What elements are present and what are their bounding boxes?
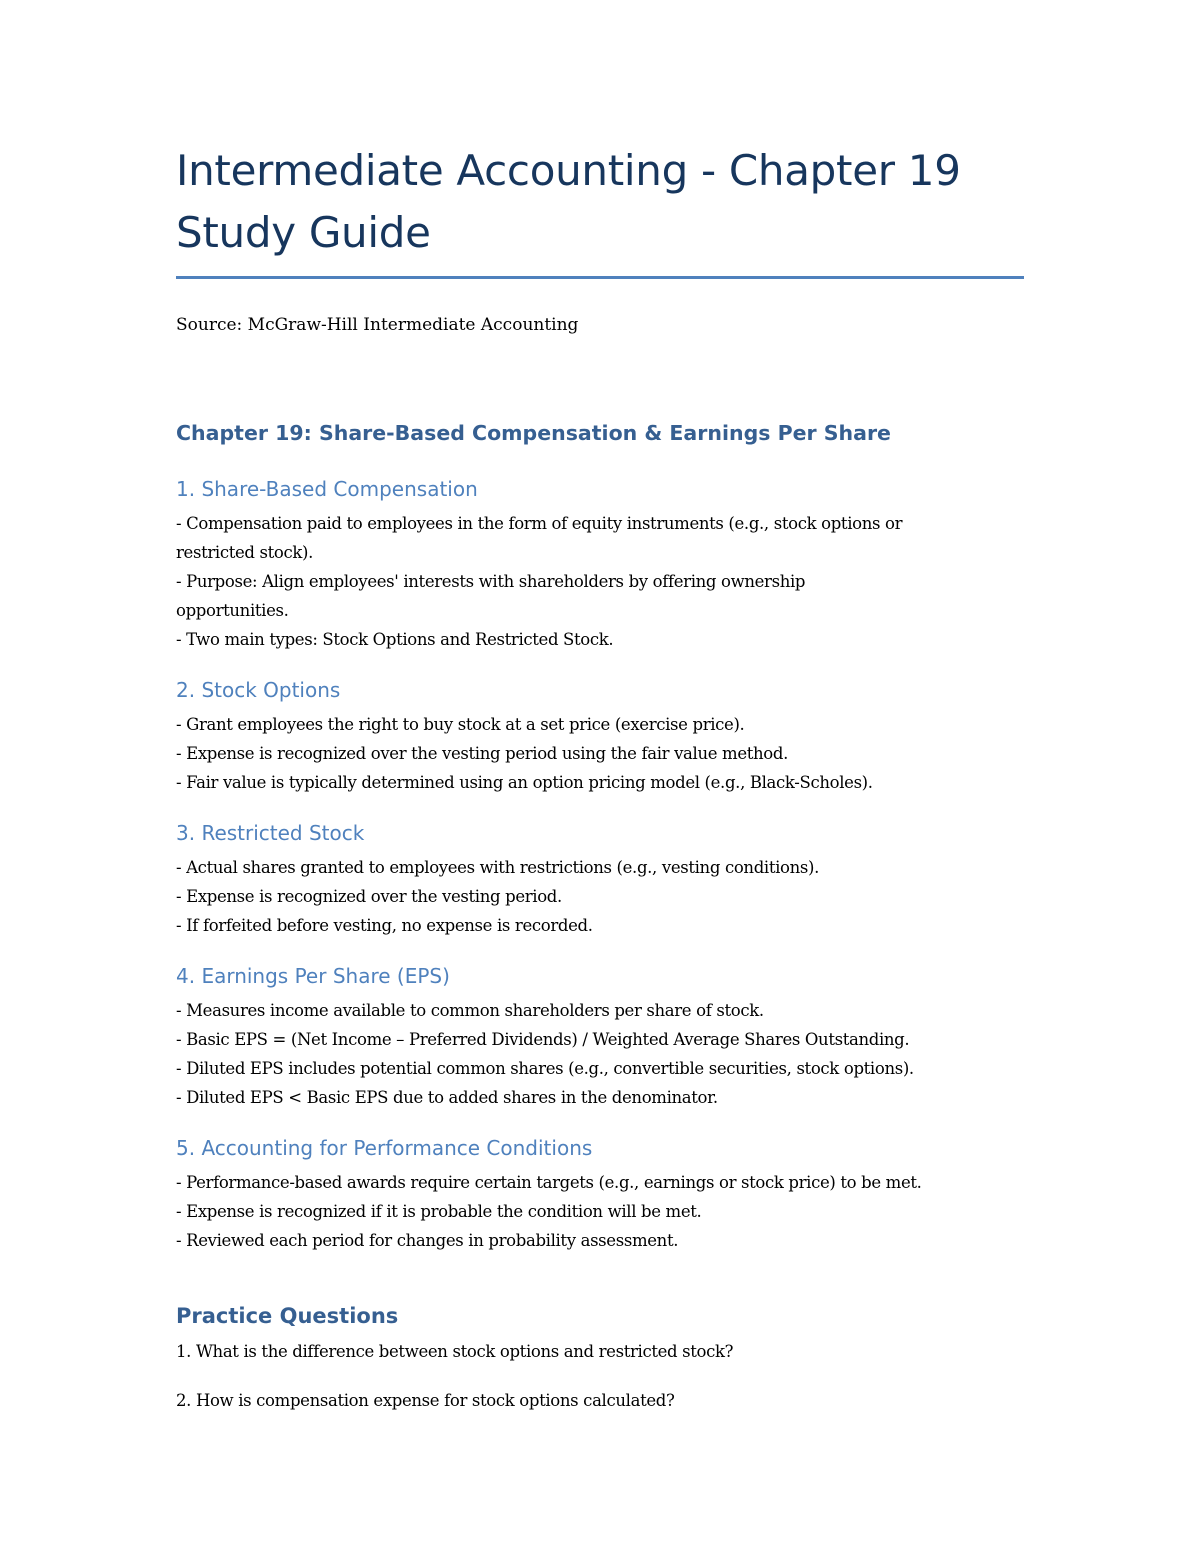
- sections-container: [176, 475, 1024, 1255]
- list-item: - Measures income available to common shareholders per share of stock.: [176, 1001, 764, 1020]
- source-line: Source: McGraw-Hill Intermediate Accounting: [176, 315, 579, 335]
- document-title-line-2: Study Guide: [176, 208, 431, 257]
- list-item: - Diluted EPS includes potential common shares (e.g., convertible securities, stock options).: [176, 1059, 914, 1078]
- list-item: - Reviewed each period for changes in probability assessment.: [176, 1231, 679, 1250]
- list-item: - Grant employees the right to buy stock at a set price (exercise price).: [176, 715, 745, 734]
- section-3-list: [176, 853, 1024, 940]
- section-heading-5: 5. Accounting for Performance Conditions: [176, 1136, 593, 1160]
- practice-question-1: 1. What is the difference between stock options and restricted stock?: [176, 1342, 734, 1361]
- list-item: - Expense is recognized over the vesting period using the fair value method.: [176, 744, 789, 763]
- section-heading-2: 2. Stock Options: [176, 678, 341, 702]
- chapter-heading: Chapter 19: Share-Based Compensation & Earnings Per Share: [176, 421, 891, 445]
- section-4-list: [176, 996, 1024, 1112]
- practice-question-2: 2. How is compensation expense for stock options calculated?: [176, 1391, 675, 1410]
- section-heading-3: 3. Restricted Stock: [176, 821, 365, 845]
- section-heading-4: 4. Earnings Per Share (EPS): [176, 964, 450, 988]
- list-item: - Performance-based awards require certain targets (e.g., earnings or stock price) to be met.: [176, 1173, 922, 1192]
- list-item: restricted stock).: [176, 543, 314, 562]
- list-item: opportunities.: [176, 601, 289, 620]
- document-page: [176, 140, 1024, 1415]
- list-item: - Purpose: Align employees' interests with shareholders by offering ownership: [176, 572, 806, 591]
- list-item: - Compensation paid to employees in the form of equity instruments (e.g., stock options or: [176, 514, 903, 533]
- list-item: - If forfeited before vesting, no expense is recorded.: [176, 916, 593, 935]
- section-heading-1: 1. Share-Based Compensation: [176, 477, 478, 501]
- list-item: - Diluted EPS < Basic EPS due to added shares in the denominator.: [176, 1088, 718, 1107]
- document-title: [176, 140, 1024, 264]
- list-item: - Expense is recognized if it is probable the condition will be met.: [176, 1202, 702, 1221]
- list-item: - Expense is recognized over the vesting period.: [176, 887, 562, 906]
- title-underline-rule: [176, 276, 1024, 279]
- section-1-list: [176, 509, 1024, 654]
- list-item: - Two main types: Stock Options and Restricted Stock.: [176, 630, 614, 649]
- list-item: - Actual shares granted to employees with restrictions (e.g., vesting conditions).: [176, 858, 819, 877]
- practice-questions-heading: Practice Questions: [176, 1304, 399, 1328]
- list-item: - Basic EPS = (Net Income – Preferred Dividends) / Weighted Average Shares Outstanding.: [176, 1030, 910, 1049]
- list-item: - Fair value is typically determined using an option pricing model (e.g., Black-Scholes).: [176, 773, 873, 792]
- document-title-line-1: Intermediate Accounting - Chapter 19: [176, 146, 961, 195]
- section-2-list: [176, 710, 1024, 797]
- section-5-list: [176, 1168, 1024, 1255]
